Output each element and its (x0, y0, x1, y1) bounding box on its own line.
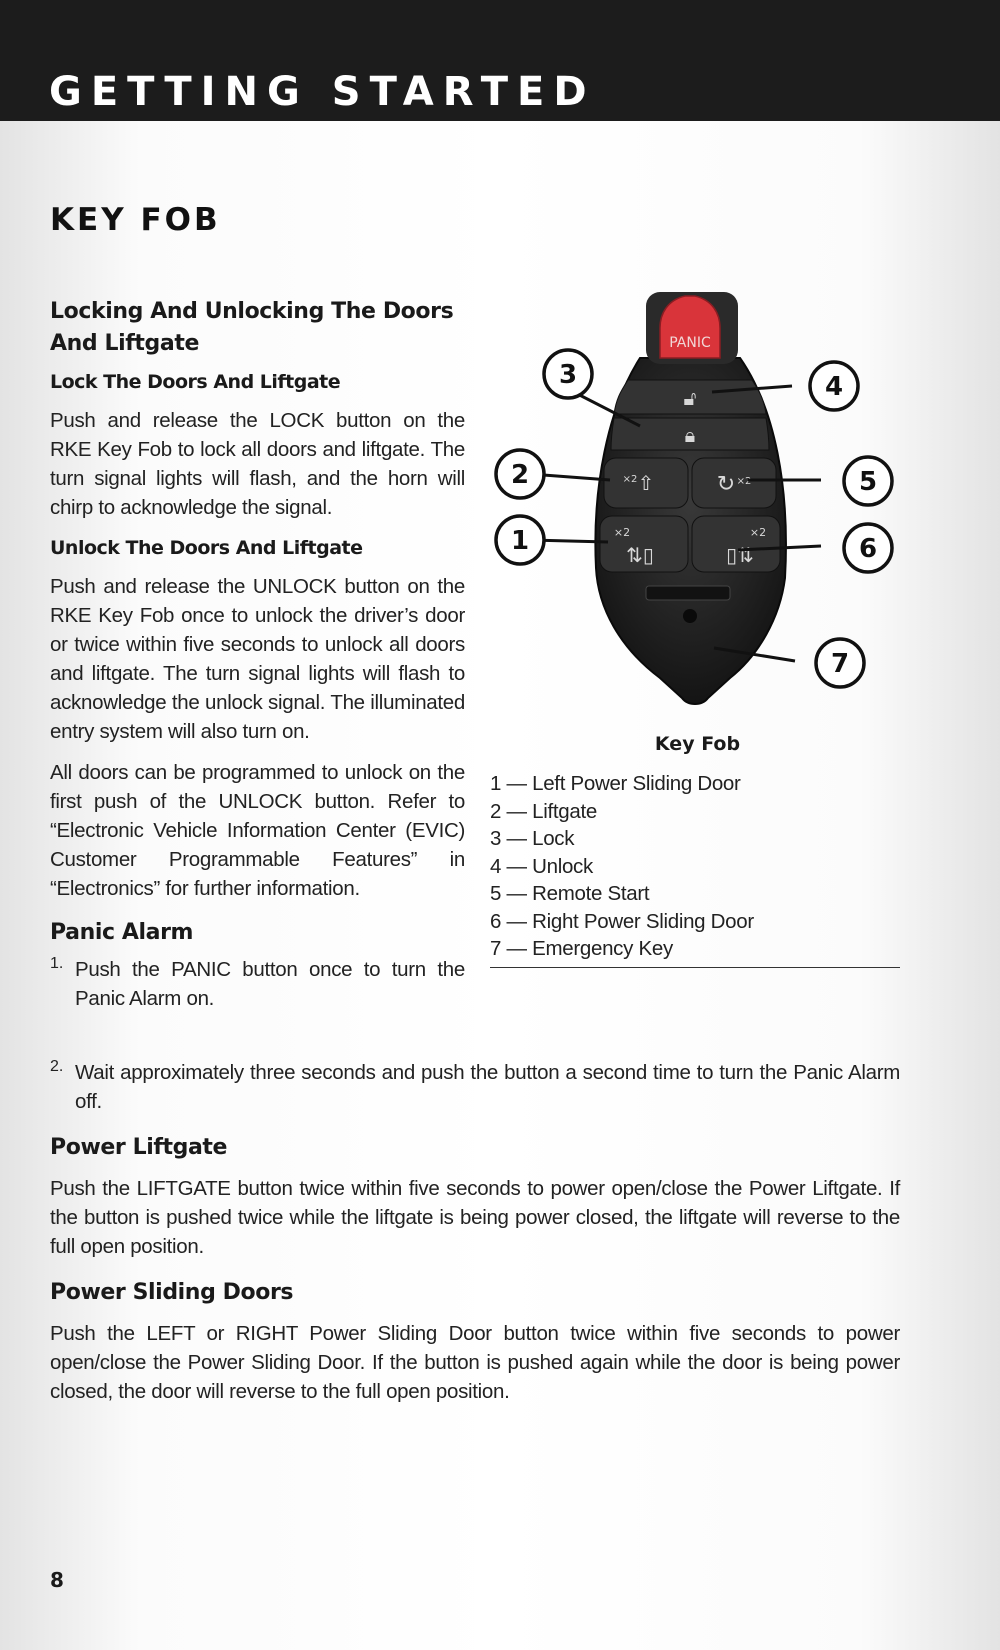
liftgate-icon: ⇧ (637, 471, 655, 495)
panic-step-2-text: Wait approximately three seconds and push the button a second time to turn the Panic Alarm off. (75, 1061, 900, 1113)
callout-number-7: 7 (830, 649, 850, 679)
liftgate-paragraph: Push the LIFTGATE button twice within five seconds to power open/close the Power Liftgate. If the button is pushed twice while the liftgate is being power closed, the liftgate will reverse to the full open position. (50, 1177, 900, 1258)
lower-section (50, 1058, 900, 1406)
legend-item: 6 — Right Power Sliding Door (490, 909, 754, 933)
legend-item: 7 — Emergency Key (490, 937, 673, 960)
emergency-key-slot[interactable] (646, 586, 730, 600)
unlock-subheading: Unlock The Doors And Liftgate (50, 537, 363, 559)
right-door-icon: ▯⇅ (726, 543, 754, 567)
panic-heading: Panic Alarm (50, 920, 194, 945)
liftgate-heading: Power Liftgate (50, 1135, 228, 1160)
sliding-paragraph: Push the LEFT or RIGHT Power Sliding Door button twice within five seconds to power open/close the Power Sliding Door. If the button is pushed again while the door is being power closed, the door will reverse to the full open position. (50, 1322, 900, 1403)
key-fob-illustration (490, 288, 900, 728)
panic-step-2-number: 2. (50, 1058, 64, 1075)
panic-step-2 (50, 1058, 900, 1116)
panic-label: PANIC (669, 335, 711, 351)
callout-number-1: 1 (510, 526, 530, 556)
key-fob-figure (490, 288, 900, 968)
callout-number-4: 4 (824, 372, 844, 402)
left-door-icon: ⇅▯ (626, 543, 654, 567)
panic-steps-first (50, 955, 465, 1013)
panic-step-1-number: 1. (50, 955, 64, 972)
program-paragraph: All doors can be programmed to unlock on the first push of the UNLOCK button. Refer to “Electronic Vehicle Information Center (EVIC) Customer Programmable Features” in “Electronics” for further information. (50, 761, 465, 900)
header-title: GETTING STARTED (49, 69, 596, 115)
panic-steps-second (50, 1058, 900, 1116)
right-door-x2-mark: ×2 (749, 526, 767, 539)
legend-item: 1 — Left Power Sliding Door (490, 772, 741, 795)
callout-number-3: 3 (558, 360, 578, 390)
lock-subheading: Lock The Doors And Liftgate (50, 371, 341, 393)
left-column (50, 296, 465, 1013)
remote-start-x2-mark: ×2 (736, 476, 752, 487)
unlock-paragraph: Push and release the UNLOCK button on the RKE Key Fob once to unlock the driver’s door or twice within five seconds to unlock all doors and liftgate. The turn signal lights will flash to acknowledge the unlock signal. The illuminated entry system will also turn on. (50, 575, 465, 743)
panic-step-1 (50, 955, 465, 1013)
locking-heading: Locking And Unlocking The Doors And Liftgate (50, 299, 454, 356)
lock-paragraph: Push and release the LOCK button on the RKE Key Fob to lock all doors and liftgate. The turn signal lights will flash, and the horn will chirp to acknowledge the signal. (50, 409, 465, 519)
figure-caption: Key Fob (654, 733, 741, 755)
legend-item: 2 — Liftgate (490, 799, 597, 823)
panic-step-1-text: Push the PANIC button once to turn the Panic Alarm on. (75, 958, 465, 1010)
unlock-icon: 🔓︎ (683, 386, 697, 410)
legend-item: 3 — Lock (490, 827, 575, 850)
liftgate-x2-mark: ×2 (622, 474, 638, 485)
legend-item: 5 — Remote Start (490, 882, 650, 905)
sliding-heading: Power Sliding Doors (50, 1280, 294, 1305)
left-door-x2-mark: ×2 (613, 526, 631, 539)
remote-start-icon: ↻ (716, 472, 736, 497)
section-title: KEY FOB (50, 202, 221, 238)
lock-icon: 🔒︎ (684, 423, 696, 447)
page-number: 8 (50, 1568, 64, 1592)
legend-item: 4 — Unlock (490, 854, 593, 878)
header-band (0, 0, 1000, 121)
callout-number-6: 6 (858, 534, 878, 564)
callout-number-5: 5 (858, 467, 878, 497)
fob-ring-hole (683, 609, 697, 623)
callout-number-2: 2 (510, 460, 530, 490)
figure-legend (490, 770, 900, 968)
